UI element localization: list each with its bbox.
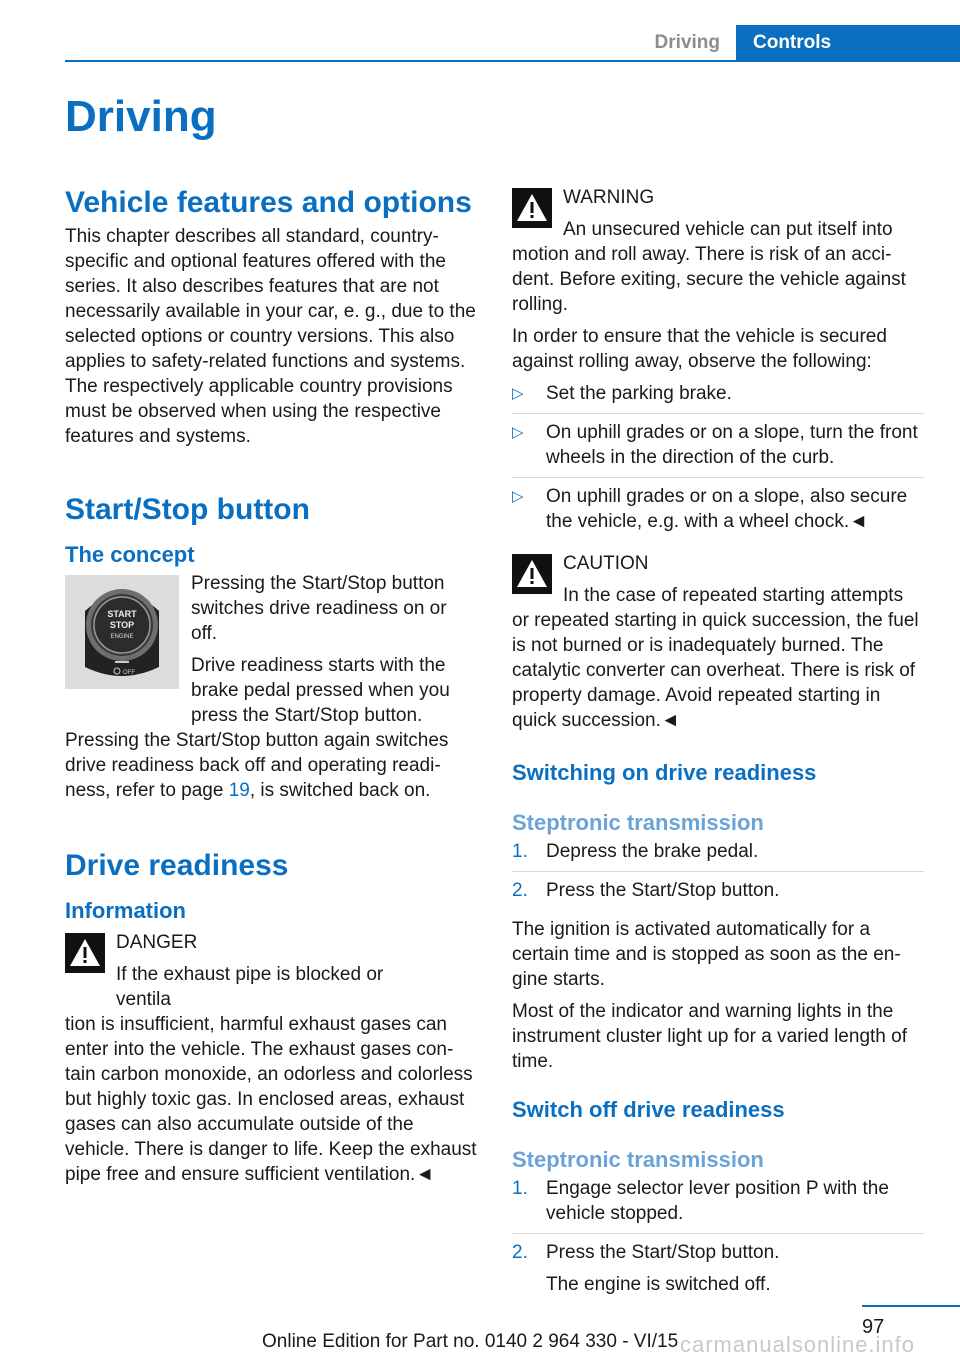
list-item [512, 1234, 924, 1304]
concept-p1: Pressing the Start/Stop button switches drive readiness on or off. [191, 573, 447, 644]
step-text: Engage selector lever position P with the vehicle stopped. [546, 1178, 889, 1224]
header-tab-controls[interactable]: Controls [736, 25, 960, 61]
danger-body: tion is insufficient, harmful exhaust gases can enter into the vehicle. The exhaust gases contain carbon monoxide, an odorless and colorless but highly toxic gas. In enclosed areas, exhaust gases can also accumulate outside of the vehicle. There is danger to life. Keep the exhaust pipe free and ensure sufficient ventilation.◄ [65, 1014, 477, 1185]
img-text-engine: ENGINE [110, 634, 134, 640]
list-item-text: On uphill grades or on a slope, turn the front wheels in the direction of the curb. [546, 422, 918, 468]
footer-rule [862, 1305, 960, 1307]
header-tab-driving[interactable]: Driving [654, 32, 720, 53]
secure-intro: In order to ensure that the vehicle is secured against rolling away, observe the following: [512, 326, 887, 372]
step-text: Press the Start/Stop button. [546, 1242, 780, 1263]
warning-first-line: An unsecured vehicle can put itself into [563, 219, 893, 240]
danger-first-line: If the exhaust pipe is blocked or ventila [116, 964, 384, 1010]
caution-notice [512, 548, 924, 733]
page-link-19[interactable]: 19 [228, 780, 250, 801]
caution-title: CAUTION [563, 553, 649, 574]
danger-title: DANGER [116, 932, 198, 953]
danger-notice [65, 927, 477, 1187]
subheading-steptronic-off: Steptronic transmission [512, 1147, 764, 1172]
step-text: Press the Start/Stop button. [546, 880, 780, 901]
caution-triangle-icon [512, 554, 552, 594]
img-text-stop: STOP [109, 620, 135, 630]
switch-on-steps [512, 839, 924, 910]
heading-switch-on: Switching on drive readiness [512, 760, 817, 785]
heading-start-stop: Start/Stop button [65, 493, 310, 526]
right-column [512, 182, 924, 1311]
switch-on-p1: The ignition is activated automatically for a certain time and is stopped as soon as the engine starts. [512, 919, 901, 990]
list-item-text: Set the parking brake. [546, 383, 732, 404]
warning-triangle-icon [65, 933, 105, 973]
concept-p2-start [191, 653, 477, 728]
list-item [512, 478, 924, 541]
subheading-concept: The concept [65, 542, 195, 567]
warning-body: motion and roll away. There is risk of an accident. Before exiting, secure the vehicle against rolling. [512, 244, 906, 315]
warning-notice [512, 182, 924, 317]
concept-row [65, 571, 477, 728]
subheading-information: Information [65, 898, 186, 923]
heading-switch-off: Switch off drive readiness [512, 1097, 785, 1122]
heading-vehicle-features: Vehicle features and options [65, 186, 472, 219]
concept-text [191, 571, 477, 728]
concept-p3-before: Pressing the Start/Stop button again switches drive readiness back off and operating readiness, refer to page [65, 730, 449, 801]
concept-p3-after: , is switched back on. [249, 780, 431, 801]
heading-drive-readiness: Drive readiness [65, 849, 289, 882]
caution-first-line: In the case of repeated starting attempts [563, 585, 904, 606]
warning-title: WARNING [563, 187, 655, 208]
triangle-bullet-icon: ▷ [512, 424, 524, 441]
left-column [65, 182, 477, 1194]
list-item [512, 839, 924, 872]
list-item-text: On uphill grades or on a slope, also secure the vehicle, e.g. with a wheel chock.◄ [546, 486, 908, 532]
edition-note: Online Edition for Part no. 0140 2 964 330 - VI/15 [262, 1331, 679, 1352]
start-stop-button-image [65, 575, 179, 689]
watermark: carmanualsonline.info [680, 1332, 916, 1357]
subheading-steptronic-on: Steptronic transmission [512, 810, 764, 835]
step-number: 1. [512, 1178, 528, 1199]
img-text-start: START [107, 609, 137, 619]
concept-p3 [65, 728, 477, 803]
step-number: 2. [512, 1242, 528, 1263]
secure-list [512, 381, 924, 541]
concept-p2: Drive readiness starts with the brake pedal pressed when you press the Start/Stop button. [191, 655, 450, 726]
step-text: Depress the brake pedal. [546, 841, 759, 862]
switch-off-steps [512, 1176, 924, 1304]
caution-body: or repeated starting in quick succession, the fuel is not burned or is inadequately burned. The catalytic converter can overheat. There is risk of property damage. Avoid repeated starting in quick succession.◄ [512, 610, 919, 731]
switch-on-p2: Most of the indicator and warning lights in the instrument cluster light up for a varied length of time. [512, 1001, 907, 1072]
triangle-bullet-icon: ▷ [512, 385, 524, 402]
img-text-off: OFF [123, 670, 135, 676]
header-rule [65, 60, 960, 62]
warning-triangle-icon [512, 188, 552, 228]
list-item [512, 414, 924, 478]
step-number: 2. [512, 880, 528, 901]
list-item [512, 872, 924, 910]
start-stop-button-icon [65, 575, 179, 689]
triangle-bullet-icon: ▷ [512, 488, 524, 505]
step-result: The engine is switched off. [546, 1274, 771, 1295]
page-title: Driving [65, 92, 217, 141]
list-item [512, 381, 924, 414]
step-number: 1. [512, 841, 528, 862]
vehicle-features-body: This chapter describes all standard, country-specific and optional features offered with the series. It also describes features that are not necessarily available in your car, e. g., due to the selected options or country versions. This also applies to safety-related functions and systems. The respectively applicable country provisions must be observed when using the respective features and systems. [65, 226, 476, 447]
list-item [512, 1176, 924, 1234]
page-number: 97 [862, 1316, 885, 1338]
